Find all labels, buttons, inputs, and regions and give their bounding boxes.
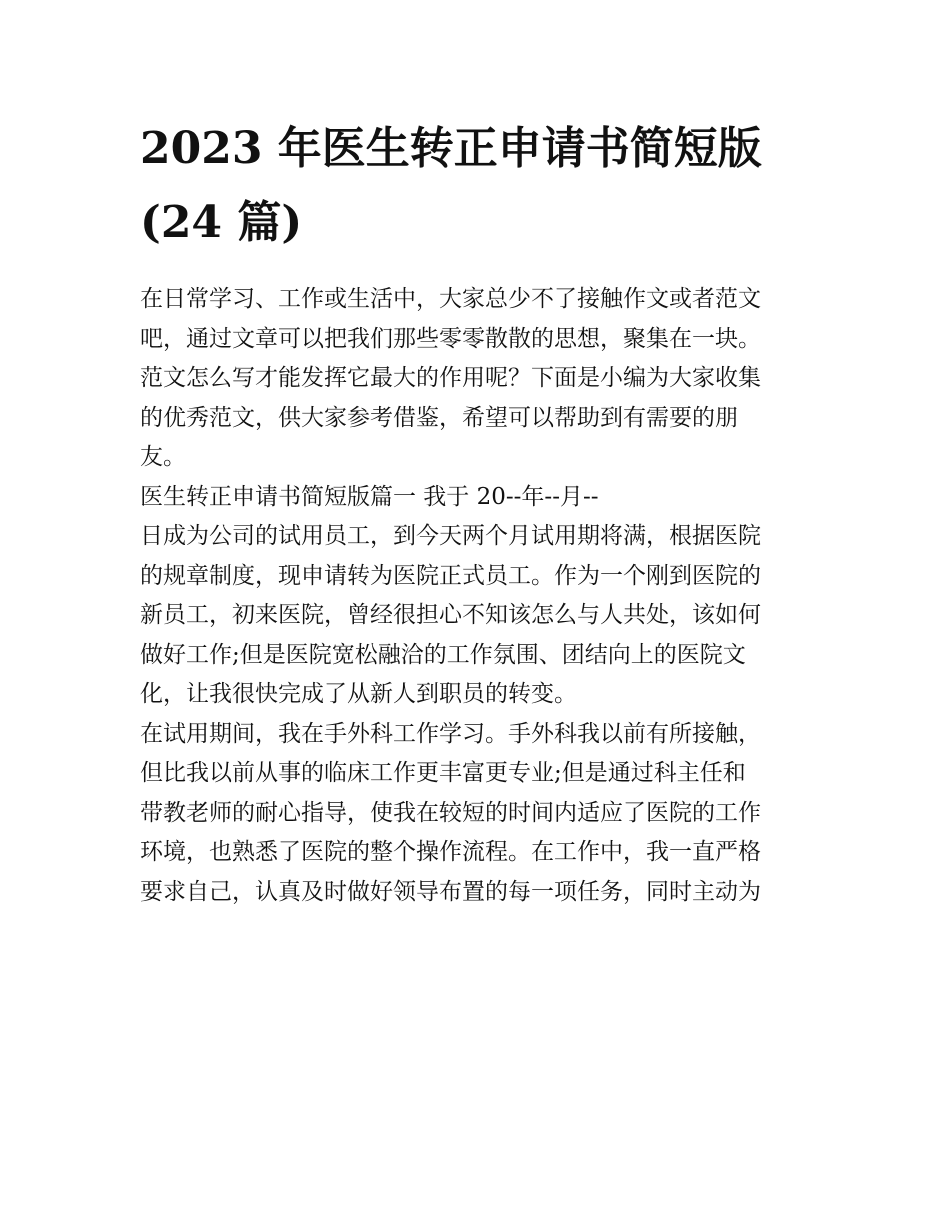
body-paragraph	[140, 715, 812, 913]
text-line: 环境，也熟悉了医院的整个操作流程。在工作中，我一直严格	[140, 839, 761, 865]
text-line: 带教老师的耐心指导，使我在较短的时间内适应了医院的工作	[140, 799, 761, 826]
text-line: 范文怎么写才能发挥它最大的作用呢？下面是小编为大家收集	[140, 365, 761, 391]
intro-paragraph	[140, 280, 812, 478]
document-title	[140, 112, 812, 260]
text-line: 医生转正申请书简短版篇一 我于 20--年--月--	[140, 483, 599, 510]
text-line: 日成为公司的试用员工，到今天两个月试用期将满，根据医院	[140, 523, 761, 549]
title-line-1: 2023 年医生转正申请书简短版	[140, 123, 762, 174]
text-line: 在试用期间，我在手外科工作学习。手外科我以前有所接触，	[140, 720, 761, 747]
title-line-2: (24 篇)	[140, 197, 303, 248]
text-line: 要求自己，认真及时做好领导布置的每一项任务，同时主动为	[140, 878, 761, 905]
text-line: 新员工，初来医院，曾经很担心不知该怎么与人共处，该如何	[140, 602, 761, 628]
text-line: 的优秀范文，供大家参考借鉴，希望可以帮助到有需要的朋	[140, 404, 738, 431]
text-line: 化，让我很快完成了从新人到职员的转变。	[140, 681, 577, 707]
text-line: 在日常学习、工作或生活中，大家总少不了接触作文或者范文	[140, 286, 761, 312]
body-paragraph	[140, 478, 812, 715]
text-line: 但比我以前从事的临床工作更丰富更专业;但是通过科主任和	[140, 760, 746, 786]
document-page	[140, 112, 812, 912]
text-line: 友。	[140, 444, 186, 470]
text-line: 的规章制度，现申请转为医院正式员工。作为一个刚到医院的	[140, 562, 761, 589]
text-line: 做好工作;但是医院宽松融洽的工作氛围、团结向上的医院文	[140, 641, 746, 668]
text-line: 吧，通过文章可以把我们那些零零散散的思想，聚集在一块。	[140, 325, 761, 352]
